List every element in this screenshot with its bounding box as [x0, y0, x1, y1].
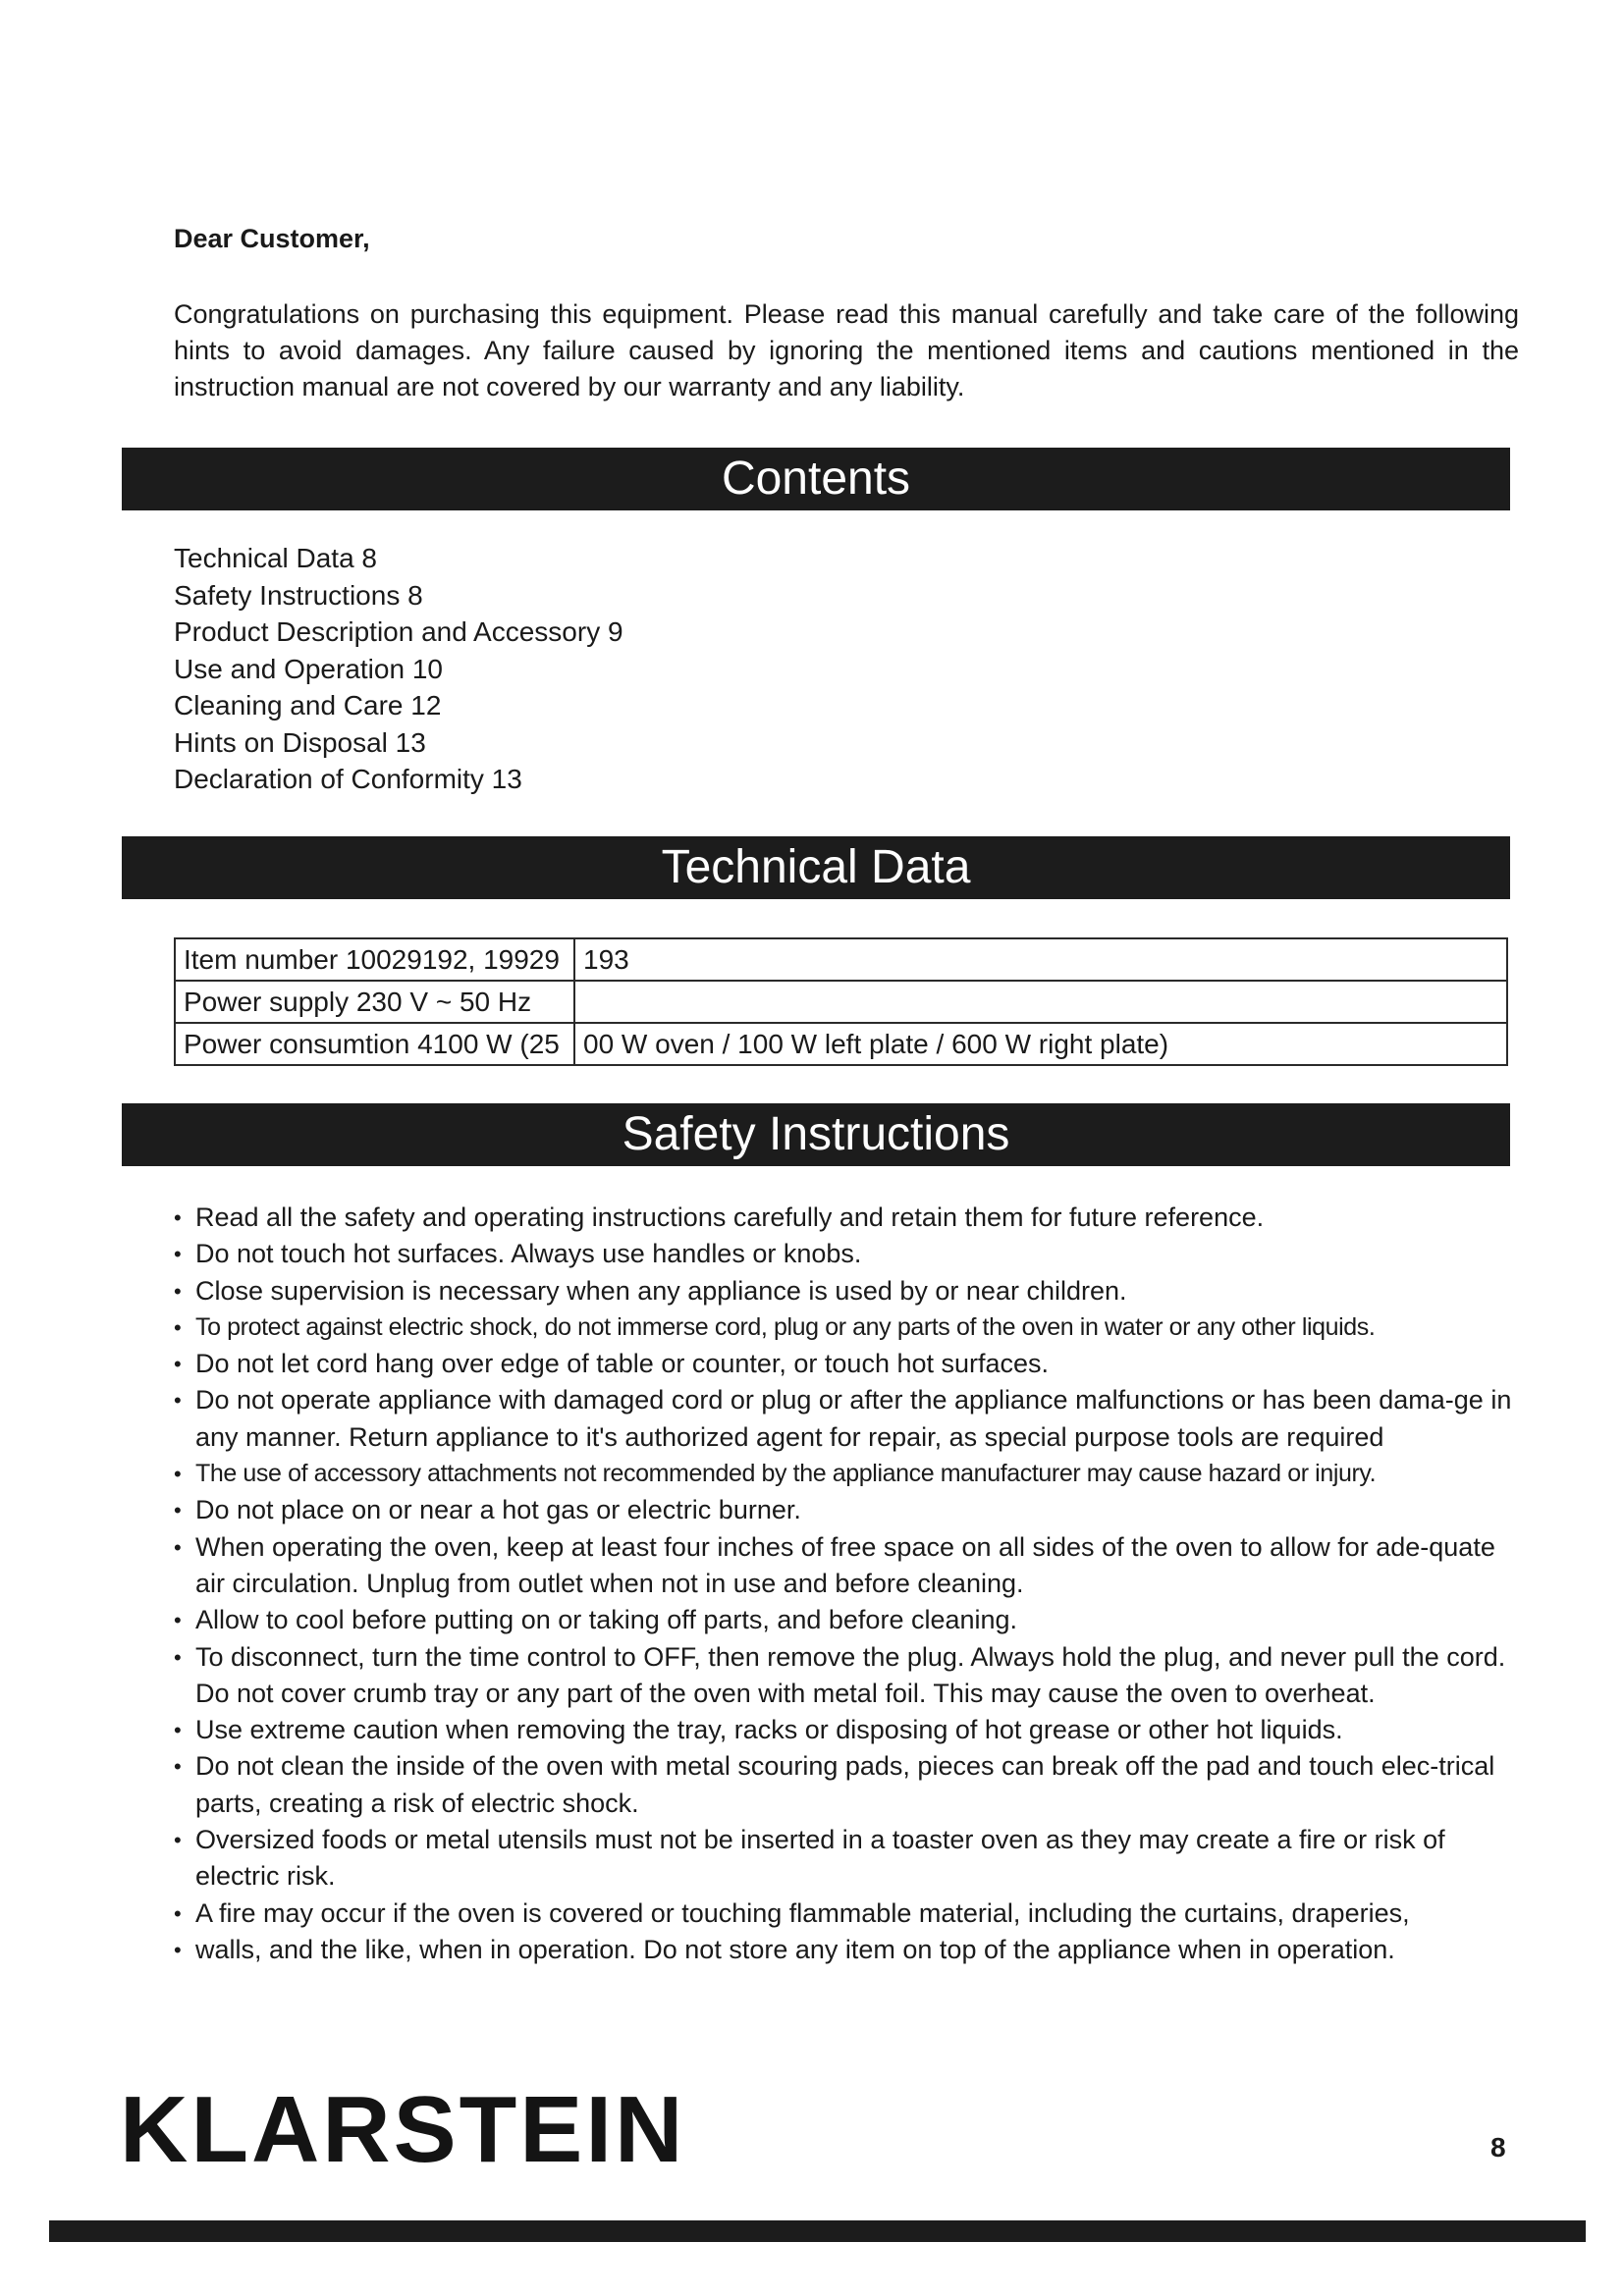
list-item: • When operating the oven, keep at least four inches of free space on all sides of the oven to allow for ade-quate air circulation. Unplug from outlet when not in use and before cleaning.	[174, 1529, 1519, 1603]
list-item: • walls, and the like, when in operation. Do not store any item on top of the appliance when in operation.	[174, 1932, 1519, 1968]
list-item: • Do not place on or near a hot gas or electric burner.	[174, 1492, 1519, 1528]
list-item: • Do not clean the inside of the oven with metal scouring pads, pieces can break off the pad and touch elec-trical parts, creating a risk of electric shock.	[174, 1748, 1519, 1822]
list-item: • A fire may occur if the oven is covered or touching flammable material, including the curtains, draperies,	[174, 1896, 1519, 1932]
table-cell	[574, 981, 1507, 1023]
intro-paragraph: Congratulations on purchasing this equipment. Please read this manual carefully and take care of the following hints to avoid damages. Any failure caused by ignoring the mentioned items and cautions mentioned in the instruction manual are not covered by our warranty and any liability.	[174, 299, 1519, 401]
list-item: • Oversized foods or metal utensils must not be inserted in a toaster oven as they may create a fire or risk of electric risk.	[174, 1822, 1519, 1896]
toc-item: Cleaning and Care 12	[174, 690, 442, 721]
safety-instructions-heading: Safety Instructions	[122, 1103, 1510, 1166]
list-item: • Use extreme caution when removing the tray, racks or disposing of hot grease or other hot liquids.	[174, 1712, 1519, 1748]
table-cell: Item number 10029192, 19929	[175, 938, 574, 981]
greeting: Dear Customer,	[174, 224, 370, 253]
toc-item: Technical Data 8	[174, 543, 378, 573]
contents-heading: Contents	[122, 448, 1510, 510]
list-item: • Close supervision is necessary when any appliance is used by or near children.	[174, 1273, 1519, 1309]
table-row	[175, 938, 1507, 981]
table-row	[175, 1023, 1507, 1065]
table-of-contents	[174, 540, 623, 798]
toc-item: Hints on Disposal 13	[174, 726, 426, 758]
table-cell: 00 W oven / 100 W left plate / 600 W right plate)	[574, 1023, 1507, 1065]
klarstein-logo: KLARSTEIN	[120, 2077, 686, 2182]
list-item: • Do not let cord hang over edge of table or counter, or touch hot surfaces.	[174, 1346, 1519, 1382]
toc-item: Product Description and Accessory 9	[174, 616, 623, 647]
list-item: • Allow to cool before putting on or taking off parts, and before cleaning.	[174, 1602, 1519, 1638]
list-item: • To disconnect, turn the time control to OFF, then remove the plug. Always hold the plug, and never pull the cord. Do not cover crumb tray or any part of the oven with metal foil. This may cause the oven to overheat.	[174, 1639, 1519, 1713]
technical-data-heading: Technical Data	[122, 836, 1510, 899]
page-number: 8	[1490, 2132, 1506, 2163]
footer-bar	[49, 2220, 1586, 2242]
table-cell: Power supply 230 V ~ 50 Hz	[175, 981, 574, 1023]
toc-item: Declaration of Conformity 13	[174, 764, 522, 794]
list-item: • The use of accessory attachments not recommended by the appliance manufacturer may cause hazard or injury.	[174, 1456, 1519, 1492]
safety-list	[174, 1200, 1519, 1968]
list-item: • Do not touch hot surfaces. Always use handles or knobs.	[174, 1236, 1519, 1272]
table-cell: Power consumtion 4100 W (25	[175, 1023, 574, 1065]
list-item: • To protect against electric shock, do not immerse cord, plug or any parts of the oven in water or any other liquids.	[174, 1309, 1519, 1346]
table-cell: 193	[574, 938, 1507, 981]
toc-item: Safety Instructions 8	[174, 579, 423, 611]
table-row	[175, 981, 1507, 1023]
list-item: • Do not operate appliance with damaged cord or plug or after the appliance malfunctions or has been dama-ge in any manner. Return appliance to it's authorized agent for repair, as special purpose tools are required	[174, 1382, 1519, 1456]
list-item: • Read all the safety and operating instructions carefully and retain them for future reference.	[174, 1200, 1519, 1236]
toc-item: Use and Operation 10	[174, 653, 443, 684]
technical-data-table	[174, 937, 1508, 1066]
